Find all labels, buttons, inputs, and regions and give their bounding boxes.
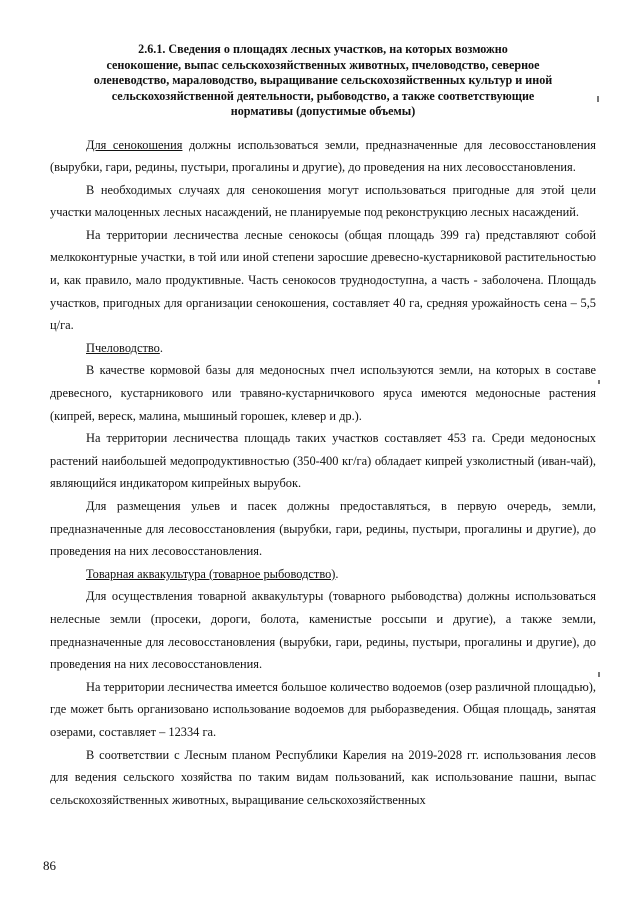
scan-speck	[597, 96, 599, 102]
beekeeping-heading	[86, 337, 596, 360]
beekeeping-label: Пчеловодство	[86, 340, 160, 355]
haymaking-text: должны использоваться земли, предназначенные для лесовосстановления (вырубки, гари, редины, пустыри, прогалины и другие), до проведения на них лесовосстановления.	[50, 137, 596, 175]
section-heading	[50, 42, 596, 120]
paragraph-haymaking-secondary: В необходимых случаях для сенокошения могут использоваться пригодные для этой цели участки малоценных лесных насаждений, не планируемые под реконструкцию лесных насаждений.	[50, 182, 596, 220]
paragraph-haymaking-area: На территории лесничества лесные сенокосы (общая площадь 399 га) представляют собой мелкоконтурные участки, в той или иной степени заросшие древесно-кустарниковой растительностью и, как правило, мало продуктивные. Часть сенокосов труднодоступна, а часть - заболочена. Площадь участков, пригодных для организации сенокошения, составляет 40 га, средняя урожайность сена – 5,5 ц/га.	[50, 227, 596, 333]
document-page	[50, 42, 596, 811]
scan-speck	[598, 380, 600, 384]
aquaculture-heading	[86, 563, 596, 586]
page-number: 86	[43, 858, 56, 873]
heading-line: сенокошение, выпас сельскохозяйственных животных, пчеловодство, северное	[106, 57, 540, 72]
beekeeping-label-tail: .	[159, 340, 163, 355]
heading-line: нормативы (допустимые объемы)	[230, 104, 416, 118]
paragraph-honey-area: На территории лесничества площадь таких участков составляет 453 га. Среди медоносных растений наибольшей медопродуктивностью (350-400 кг/га) обладает кипрей узколистный (иван-чай), являющийся индикатором кипрейных вырубок.	[50, 431, 596, 491]
paragraph-apiary-placement: Для размещения ульев и пасек должны предоставляться, в первую очередь, земли, предназначенные для лесовосстановления (вырубки, гари, редины, пустыри, прогалины и другие), до проведения на них лесовосстановления.	[50, 499, 596, 559]
scan-speck	[598, 672, 600, 677]
paragraph-aquaculture-lands: Для осуществления товарной аквакультуры (товарного рыбоводства) должны использоваться нелесные земли (просеки, дороги, болота, каменистые россыпи и другие), а также земли, предназначенные для лесовосстановления (вырубки, гари, редины, пустыри, прогалины и другие), до проведения на них лесовосстановления.	[50, 589, 596, 672]
paragraph-honey-base: В качестве кормовой базы для медоносных пчел используются земли, на которых в составе древесного, кустарникового или травяно-кустарничкового яруса имеются медоносные растения (кипрей, вереск, малина, мышиный горошек, клевер и др.).	[50, 363, 596, 423]
haymaking-label: Для сенокошения	[86, 137, 183, 152]
heading-line: сельскохозяйственной деятельности, рыбоводство, а также соответствующие	[111, 88, 535, 103]
aquaculture-label: Товарная аквакультура (товарное рыбоводство)	[86, 566, 336, 581]
heading-line: оленеводство, мараловодство, выращивание сельскохозяйственных культур и иной	[93, 73, 553, 87]
heading-line: 2.6.1. Сведения о площадях лесных участков, на которых возможно	[138, 42, 508, 56]
aquaculture-label-tail: .	[335, 566, 339, 581]
paragraph-haymaking	[50, 134, 596, 179]
paragraph-water-bodies: На территории лесничества имеется большое количество водоемов (озер различной площадью), где может быть организовано использование водоемов для рыборазведения. Общая площадь, занятая озерами, составляет – 12334 га.	[50, 679, 596, 739]
paragraph-forest-plan: В соответствии с Лесным планом Республики Карелия на 2019-2028 гг. использования лесов для ведения сельского хозяйства по таким видам пользований, как использование пашни, выпас сельскохозяйственных животных, выращивание сельскохозяйственных	[50, 747, 596, 807]
